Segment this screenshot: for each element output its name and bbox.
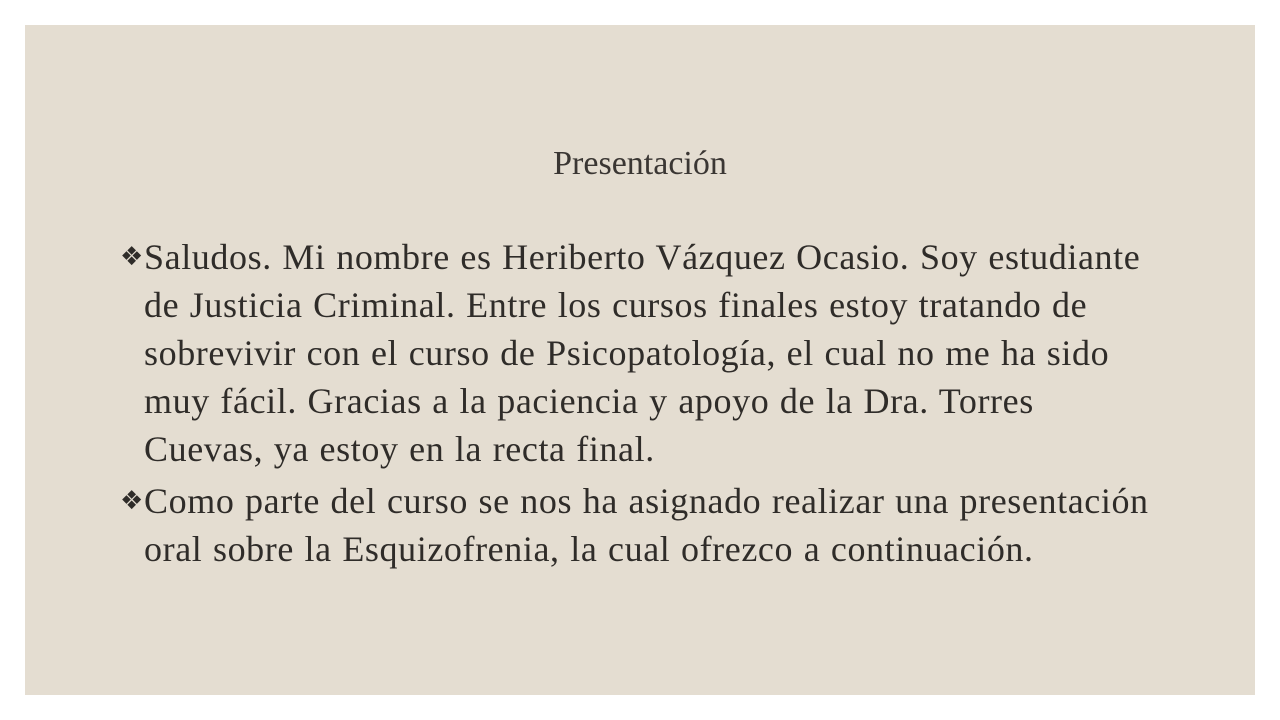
four-diamond-bullet-icon: ❖ (120, 242, 144, 272)
slide (25, 25, 1255, 695)
bullet-text: Saludos. Mi nombre es Heriberto Vázquez Ocasio. Soy estudiante de Justicia Criminal. Entre los cursos finales estoy tratando de sobrevivir con el curso de Psicopatología, el cual no me ha sido muy fácil. Gracias a la paciencia y apoyo de la Dra. Torres Cuevas, ya estoy en la recta final. (144, 237, 1141, 469)
bullet-item (122, 233, 1162, 473)
bullet-item (122, 477, 1162, 573)
bullet-list (122, 233, 1162, 577)
four-diamond-bullet-icon: ❖ (120, 486, 144, 516)
bullet-text: Como parte del curso se nos ha asignado realizar una presentación oral sobre la Esquizofrenia, la cual ofrezco a continuación. (144, 481, 1149, 569)
slide-title: Presentación (553, 145, 727, 182)
